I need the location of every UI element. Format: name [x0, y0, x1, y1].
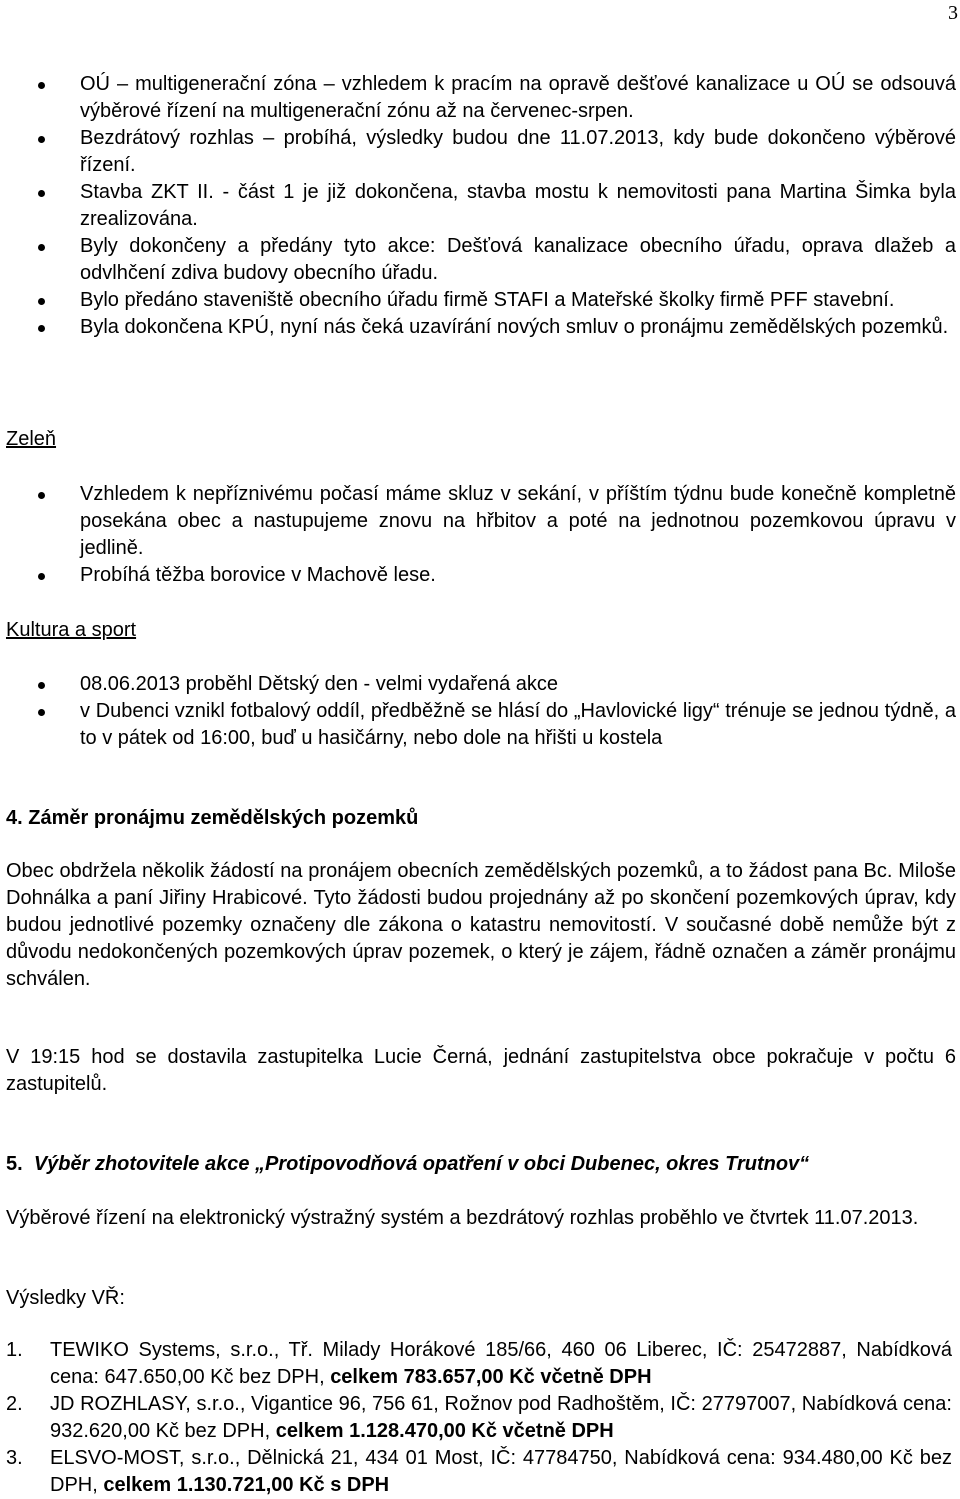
list-item	[0, 125, 960, 179]
bullet-icon	[38, 298, 45, 305]
result-total: celkem 1.128.470,00 Kč včetně DPH	[275, 1420, 614, 1442]
list-item-text: Bezdrátový rozhlas – probíhá, výsledky budou dne 11.07.2013, kdy bude dokončeno výběrové řízení.	[80, 127, 956, 176]
bullet-icon	[38, 190, 45, 197]
list-item-text: OÚ – multigenerační zóna – vzhledem k pracím na opravě dešťové kanalizace u OÚ se odsouvá výběrové řízení na multigenerační zónu až na červenec-srpen.	[80, 73, 956, 122]
list-item-text: Probíhá těžba borovice v Machově lese.	[80, 564, 436, 586]
list-item-text: Bylo předáno staveniště obecního úřadu firmě STAFI a Mateřské školky firmě PFF stavební.	[80, 289, 895, 311]
kultura-list-block	[0, 671, 960, 752]
section5-intro: Výběrové řízení na elektronický výstražný systém a bezdrátový rozhlas proběhlo ve čtvrtek 11.07.2013.	[6, 1207, 919, 1229]
zelen-list	[0, 481, 960, 589]
list-item	[0, 71, 960, 125]
infrastructure-list-block	[0, 71, 960, 341]
page-number: 3	[948, 2, 958, 24]
list-item	[0, 179, 960, 233]
results-label: Výsledky VŘ:	[6, 1287, 125, 1309]
list-item	[0, 481, 960, 562]
result-number: 1.	[6, 1339, 23, 1361]
list-item-text: Byla dokončena KPÚ, nyní nás čeká uzavírání nových smluv o pronájmu zemědělských pozemků.	[80, 316, 949, 338]
kultura-heading: Kultura a sport	[6, 619, 137, 641]
list-item	[0, 698, 960, 752]
zelen-list-block	[0, 481, 960, 589]
result-text: JD ROZHLASY, s.r.o., Vigantice 96, 756 61, Rožnov pod Radhoštěm, IČ: 27797007, Nabídková cena: 932.620,00 Kč bez DPH,	[50, 1393, 952, 1442]
list-item-text: 08.06.2013 proběhl Dětský den - velmi vydařená akce	[80, 673, 559, 695]
section5-heading	[6, 1151, 809, 1178]
list-item-text: Stavba ZKT II. - část 1 je již dokončena, stavba mostu k nemovitosti pana Martina Šimka byla zrealizována.	[80, 181, 956, 230]
bullet-icon	[38, 244, 45, 251]
bullet-icon	[38, 709, 45, 716]
results-block	[6, 1337, 956, 1499]
bullet-icon	[38, 682, 45, 689]
zelen-heading: Zeleň	[6, 428, 57, 450]
arrival-note: V 19:15 hod se dostavila zastupitelka Lucie Černá, jednání zastupitelstva obce pokračuje v počtu 6 zastupitelů.	[6, 1046, 956, 1095]
result-text: ELSVO-MOST, s.r.o., Dělnická 21, 434 01 Most, IČ: 47784750, Nabídková cena: 934.480,00 Kč bez DPH,	[50, 1447, 952, 1496]
bullet-icon	[38, 325, 45, 332]
infrastructure-list	[0, 71, 960, 341]
bullet-icon	[38, 492, 45, 499]
section4-heading: 4. Záměr pronájmu zemědělských pozemků	[6, 807, 419, 829]
results-list	[6, 1337, 956, 1499]
result-text: TEWIKO Systems, s.r.o., Tř. Milady Horákové 185/66, 460 06 Liberec, IČ: 25472887, Nabídková cena: 647.650,00 Kč bez DPH,	[50, 1339, 952, 1388]
list-item	[0, 671, 960, 698]
section5-title: Výběr zhotovitele akce „Protipovodňová opatření v obci Dubenec, okres Trutnov“	[33, 1153, 810, 1175]
list-item	[0, 287, 960, 314]
result-total: celkem 1.130.721,00 Kč s DPH	[103, 1474, 390, 1496]
list-item-text: Vzhledem k nepříznivému počasí máme skluz v sekání, v příštím týdnu bude konečně kompletně posekána obec a nastupujeme znovu na hřbitov a poté na jednotnou pozemkovou úpravu v jedlině.	[80, 483, 956, 559]
section5-number: 5.	[6, 1153, 23, 1175]
list-item-text: Byly dokončeny a předány tyto akce: Dešťová kanalizace obecního úřadu, oprava dlažeb a odvlhčení zdiva budovy obecního úřadu.	[80, 235, 956, 284]
result-total: celkem 783.657,00 Kč včetně DPH	[330, 1366, 652, 1388]
list-item	[0, 314, 960, 341]
bullet-icon	[38, 573, 45, 580]
result-number: 3.	[6, 1447, 23, 1469]
result-number: 2.	[6, 1393, 23, 1415]
section4-paragraph: Obec obdržela několik žádostí na pronájem obecních zemědělských pozemků, a to žádost pana Bc. Miloše Dohnálka a paní Jiřiny Hrabicové. Tyto žádosti budou projednány až po skončení pozemkových úprav, kdy budou jednotlivé pozemky označeny dle zákona o katastru nemovitostí. V současné době nemůže být z důvodu nedokončených pozemkových úprav pozemek, o který je zájem, řádně označen a záměr pronájmu schválen.	[6, 860, 956, 990]
bullet-icon	[38, 82, 45, 89]
result-item	[6, 1445, 956, 1499]
list-item-text: v Dubenci vznikl fotbalový oddíl, předběžně se hlásí do „Havlovické ligy“ trénuje se jednou týdně, a to v pátek od 16:00, buď u hasičárny, nebo dole na hřišti u kostela	[80, 700, 956, 749]
kultura-list	[0, 671, 960, 752]
list-item	[0, 562, 960, 589]
list-item	[0, 233, 960, 287]
result-item	[6, 1337, 956, 1391]
bullet-icon	[38, 136, 45, 143]
result-item	[6, 1391, 956, 1445]
